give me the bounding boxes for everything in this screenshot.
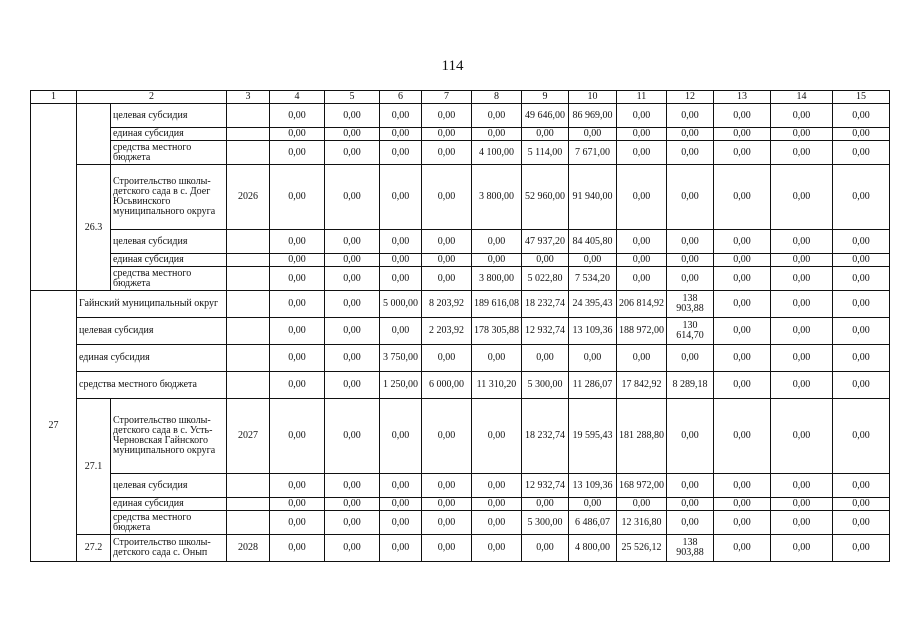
- value-cell: 0,00: [833, 372, 890, 399]
- value-cell: 0,00: [422, 535, 472, 562]
- value-cell: 0,00: [422, 254, 472, 267]
- value-cell: 7 534,20: [569, 267, 617, 291]
- value-cell: 0,00: [833, 230, 890, 254]
- column-header: 2: [77, 91, 227, 104]
- value-cell: 0,00: [833, 498, 890, 511]
- value-cell: 0,00: [771, 498, 833, 511]
- row-label: единая субсидия: [111, 128, 227, 141]
- value-cell: 0,00: [270, 511, 325, 535]
- subgroup-cell: [77, 104, 111, 165]
- value-cell: 0,00: [270, 230, 325, 254]
- value-cell: 0,00: [714, 165, 771, 230]
- value-cell: 0,00: [380, 128, 422, 141]
- value-cell: 0,00: [270, 254, 325, 267]
- value-cell: 3 800,00: [472, 267, 522, 291]
- value-cell: 4 100,00: [472, 141, 522, 165]
- value-cell: 0,00: [422, 128, 472, 141]
- value-cell: 0,00: [714, 141, 771, 165]
- value-cell: 0,00: [270, 345, 325, 372]
- value-cell: 0,00: [325, 535, 380, 562]
- column-header: 3: [227, 91, 270, 104]
- value-cell: 24 395,43: [569, 291, 617, 318]
- value-cell: 0,00: [422, 399, 472, 474]
- table-row: [31, 345, 890, 372]
- page-number: 114: [441, 58, 464, 74]
- column-header: 5: [325, 91, 380, 104]
- year-cell: [227, 345, 270, 372]
- value-cell: 0,00: [771, 474, 833, 498]
- value-cell: 188 972,00: [617, 318, 667, 345]
- value-cell: 0,00: [380, 267, 422, 291]
- value-cell: 0,00: [667, 104, 714, 128]
- value-cell: 0,00: [771, 318, 833, 345]
- value-cell: 0,00: [569, 254, 617, 267]
- value-cell: 8 203,92: [422, 291, 472, 318]
- value-cell: 0,00: [380, 318, 422, 345]
- value-cell: 0,00: [833, 254, 890, 267]
- value-cell: 0,00: [714, 128, 771, 141]
- value-cell: 0,00: [771, 141, 833, 165]
- value-cell: 6 000,00: [422, 372, 472, 399]
- subgroup-number: 27.2: [77, 535, 111, 562]
- value-cell: 12 316,80: [617, 511, 667, 535]
- value-cell: 0,00: [667, 230, 714, 254]
- value-cell: 0,00: [380, 399, 422, 474]
- value-cell: 0,00: [422, 141, 472, 165]
- value-cell: 0,00: [325, 267, 380, 291]
- value-cell: 0,00: [833, 345, 890, 372]
- value-cell: 0,00: [617, 141, 667, 165]
- row-label: целевая субсидия: [111, 474, 227, 498]
- column-header: 8: [472, 91, 522, 104]
- value-cell: 3 800,00: [472, 165, 522, 230]
- table-row: [31, 291, 890, 318]
- value-cell: 0,00: [325, 318, 380, 345]
- row-label: средства местного бюджета: [77, 372, 227, 399]
- column-header: 12: [667, 91, 714, 104]
- value-cell: 0,00: [380, 474, 422, 498]
- value-cell: 86 969,00: [569, 104, 617, 128]
- value-cell: 0,00: [714, 104, 771, 128]
- year-cell: [227, 511, 270, 535]
- group-cell: [31, 104, 77, 291]
- value-cell: 5 022,80: [522, 267, 569, 291]
- value-cell: 0,00: [325, 165, 380, 230]
- value-cell: 0,00: [270, 399, 325, 474]
- value-cell: 0,00: [325, 498, 380, 511]
- column-header: 9: [522, 91, 569, 104]
- value-cell: 12 932,74: [522, 318, 569, 345]
- header-row: [31, 91, 890, 104]
- year-cell: [227, 254, 270, 267]
- value-cell: 11 310,20: [472, 372, 522, 399]
- year-cell: [227, 141, 270, 165]
- budget-table: [30, 90, 890, 562]
- value-cell: 0,00: [771, 230, 833, 254]
- value-cell: 0,00: [472, 498, 522, 511]
- value-cell: 0,00: [422, 230, 472, 254]
- value-cell: 189 616,08: [472, 291, 522, 318]
- value-cell: 0,00: [325, 372, 380, 399]
- row-label: средства местного бюджета: [111, 141, 227, 165]
- value-cell: 0,00: [714, 291, 771, 318]
- year-cell: [227, 498, 270, 511]
- value-cell: 6 486,07: [569, 511, 617, 535]
- value-cell: 0,00: [380, 535, 422, 562]
- value-cell: 0,00: [270, 128, 325, 141]
- value-cell: 0,00: [667, 128, 714, 141]
- table-row: [31, 165, 890, 230]
- value-cell: 138 903,88: [667, 535, 714, 562]
- year-cell: [227, 474, 270, 498]
- row-label: целевая субсидия: [111, 230, 227, 254]
- value-cell: 0,00: [833, 535, 890, 562]
- value-cell: 138 903,88: [667, 291, 714, 318]
- value-cell: 5 114,00: [522, 141, 569, 165]
- value-cell: 13 109,36: [569, 318, 617, 345]
- value-cell: 0,00: [714, 267, 771, 291]
- value-cell: 181 288,80: [617, 399, 667, 474]
- value-cell: 0,00: [771, 535, 833, 562]
- value-cell: 0,00: [833, 511, 890, 535]
- value-cell: 0,00: [472, 511, 522, 535]
- row-label: единая субсидия: [111, 498, 227, 511]
- value-cell: 0,00: [833, 104, 890, 128]
- year-cell: [227, 318, 270, 345]
- value-cell: 0,00: [472, 399, 522, 474]
- year-cell: 2028: [227, 535, 270, 562]
- table-row: [31, 230, 890, 254]
- column-header: 13: [714, 91, 771, 104]
- value-cell: 0,00: [380, 141, 422, 165]
- value-cell: 0,00: [270, 372, 325, 399]
- row-label: Гайнский муниципальный округ: [77, 291, 227, 318]
- value-cell: 0,00: [569, 498, 617, 511]
- table-row: [31, 474, 890, 498]
- column-header: 7: [422, 91, 472, 104]
- value-cell: 0,00: [667, 511, 714, 535]
- value-cell: 0,00: [472, 254, 522, 267]
- value-cell: 0,00: [771, 128, 833, 141]
- value-cell: 0,00: [714, 230, 771, 254]
- value-cell: 0,00: [771, 372, 833, 399]
- value-cell: 178 305,88: [472, 318, 522, 345]
- value-cell: 0,00: [833, 399, 890, 474]
- row-label: целевая субсидия: [111, 104, 227, 128]
- value-cell: 0,00: [325, 511, 380, 535]
- value-cell: 0,00: [522, 128, 569, 141]
- subgroup-number: 27.1: [77, 399, 111, 535]
- value-cell: 0,00: [667, 141, 714, 165]
- value-cell: 4 800,00: [569, 535, 617, 562]
- value-cell: 0,00: [380, 511, 422, 535]
- table-row: [31, 511, 890, 535]
- value-cell: 0,00: [771, 104, 833, 128]
- value-cell: 0,00: [771, 291, 833, 318]
- row-label: Строительство школы-детского сада в с. Усть-Черновская Гайнского муниципального округа: [111, 399, 227, 474]
- value-cell: 0,00: [617, 128, 667, 141]
- value-cell: 25 526,12: [617, 535, 667, 562]
- value-cell: 0,00: [833, 291, 890, 318]
- value-cell: 0,00: [667, 474, 714, 498]
- value-cell: 0,00: [380, 498, 422, 511]
- value-cell: 0,00: [714, 345, 771, 372]
- row-label: средства местного бюджета: [111, 511, 227, 535]
- value-cell: 0,00: [771, 165, 833, 230]
- value-cell: 0,00: [422, 474, 472, 498]
- value-cell: 18 232,74: [522, 291, 569, 318]
- value-cell: 0,00: [270, 104, 325, 128]
- row-label: единая субсидия: [111, 254, 227, 267]
- value-cell: 0,00: [270, 267, 325, 291]
- group-number: 27: [31, 291, 77, 562]
- value-cell: 0,00: [833, 141, 890, 165]
- value-cell: 0,00: [617, 345, 667, 372]
- value-cell: 0,00: [522, 498, 569, 511]
- value-cell: 5 300,00: [522, 511, 569, 535]
- year-cell: [227, 230, 270, 254]
- value-cell: 0,00: [569, 128, 617, 141]
- value-cell: 130 614,70: [667, 318, 714, 345]
- year-cell: 2027: [227, 399, 270, 474]
- table-row: [31, 399, 890, 474]
- value-cell: 0,00: [667, 165, 714, 230]
- value-cell: 0,00: [270, 141, 325, 165]
- year-cell: 2026: [227, 165, 270, 230]
- year-cell: [227, 291, 270, 318]
- value-cell: 0,00: [380, 104, 422, 128]
- value-cell: 12 932,74: [522, 474, 569, 498]
- value-cell: 0,00: [325, 104, 380, 128]
- value-cell: 2 203,92: [422, 318, 472, 345]
- value-cell: 0,00: [270, 318, 325, 345]
- value-cell: 0,00: [617, 104, 667, 128]
- value-cell: 0,00: [380, 230, 422, 254]
- value-cell: 0,00: [325, 474, 380, 498]
- value-cell: 0,00: [617, 165, 667, 230]
- value-cell: 0,00: [714, 399, 771, 474]
- value-cell: 0,00: [325, 345, 380, 372]
- value-cell: 0,00: [472, 104, 522, 128]
- value-cell: 3 750,00: [380, 345, 422, 372]
- column-header: 10: [569, 91, 617, 104]
- value-cell: 0,00: [270, 165, 325, 230]
- value-cell: 0,00: [617, 230, 667, 254]
- value-cell: 0,00: [472, 535, 522, 562]
- value-cell: 0,00: [833, 128, 890, 141]
- value-cell: 5 300,00: [522, 372, 569, 399]
- value-cell: 0,00: [270, 535, 325, 562]
- table-row: [31, 318, 890, 345]
- value-cell: 0,00: [422, 267, 472, 291]
- value-cell: 0,00: [422, 165, 472, 230]
- value-cell: 0,00: [325, 230, 380, 254]
- value-cell: 0,00: [714, 474, 771, 498]
- value-cell: 0,00: [325, 141, 380, 165]
- value-cell: 0,00: [270, 474, 325, 498]
- value-cell: 47 937,20: [522, 230, 569, 254]
- year-cell: [227, 104, 270, 128]
- value-cell: 0,00: [380, 165, 422, 230]
- value-cell: 0,00: [771, 345, 833, 372]
- value-cell: 0,00: [667, 498, 714, 511]
- value-cell: 0,00: [522, 254, 569, 267]
- value-cell: 0,00: [667, 345, 714, 372]
- value-cell: 0,00: [569, 345, 617, 372]
- value-cell: 0,00: [771, 254, 833, 267]
- column-header: 6: [380, 91, 422, 104]
- value-cell: 0,00: [472, 230, 522, 254]
- subgroup-number: 26.3: [77, 165, 111, 291]
- value-cell: 0,00: [472, 128, 522, 141]
- table-row: [31, 254, 890, 267]
- value-cell: 0,00: [325, 399, 380, 474]
- value-cell: 0,00: [522, 535, 569, 562]
- value-cell: 0,00: [714, 511, 771, 535]
- value-cell: 0,00: [667, 267, 714, 291]
- table-row: [31, 141, 890, 165]
- value-cell: 84 405,80: [569, 230, 617, 254]
- value-cell: 0,00: [270, 291, 325, 318]
- table-row: [31, 267, 890, 291]
- value-cell: 0,00: [833, 318, 890, 345]
- row-label: Строительство школы-детского сада с. Онып: [111, 535, 227, 562]
- value-cell: 0,00: [617, 267, 667, 291]
- table-row: [31, 104, 890, 128]
- value-cell: 0,00: [422, 498, 472, 511]
- value-cell: 0,00: [667, 254, 714, 267]
- value-cell: 0,00: [833, 474, 890, 498]
- value-cell: 0,00: [270, 498, 325, 511]
- value-cell: 206 814,92: [617, 291, 667, 318]
- row-label: Строительство школы-детского сада в с. Доег Юсьвинского муниципального округа: [111, 165, 227, 230]
- value-cell: 0,00: [522, 345, 569, 372]
- value-cell: 0,00: [472, 474, 522, 498]
- row-label: целевая субсидия: [77, 318, 227, 345]
- value-cell: 91 940,00: [569, 165, 617, 230]
- value-cell: 0,00: [325, 291, 380, 318]
- year-cell: [227, 267, 270, 291]
- value-cell: 52 960,00: [522, 165, 569, 230]
- value-cell: 0,00: [422, 104, 472, 128]
- value-cell: 0,00: [667, 399, 714, 474]
- table-row: [31, 128, 890, 141]
- value-cell: 0,00: [714, 535, 771, 562]
- value-cell: 0,00: [833, 267, 890, 291]
- row-label: единая субсидия: [77, 345, 227, 372]
- column-header: 14: [771, 91, 833, 104]
- value-cell: 0,00: [771, 267, 833, 291]
- table-row: [31, 535, 890, 562]
- value-cell: 19 595,43: [569, 399, 617, 474]
- value-cell: 11 286,07: [569, 372, 617, 399]
- value-cell: 0,00: [472, 345, 522, 372]
- value-cell: 0,00: [714, 254, 771, 267]
- value-cell: 49 646,00: [522, 104, 569, 128]
- column-header: 15: [833, 91, 890, 104]
- value-cell: 7 671,00: [569, 141, 617, 165]
- value-cell: 5 000,00: [380, 291, 422, 318]
- value-cell: 0,00: [325, 254, 380, 267]
- column-header: 11: [617, 91, 667, 104]
- year-cell: [227, 372, 270, 399]
- value-cell: 0,00: [380, 254, 422, 267]
- value-cell: 17 842,92: [617, 372, 667, 399]
- column-header: 4: [270, 91, 325, 104]
- value-cell: 8 289,18: [667, 372, 714, 399]
- value-cell: 0,00: [617, 254, 667, 267]
- value-cell: 0,00: [617, 498, 667, 511]
- value-cell: 13 109,36: [569, 474, 617, 498]
- value-cell: 168 972,00: [617, 474, 667, 498]
- value-cell: 0,00: [422, 511, 472, 535]
- year-cell: [227, 128, 270, 141]
- value-cell: 0,00: [771, 399, 833, 474]
- value-cell: 1 250,00: [380, 372, 422, 399]
- value-cell: 0,00: [714, 372, 771, 399]
- table-row: [31, 372, 890, 399]
- value-cell: 18 232,74: [522, 399, 569, 474]
- value-cell: 0,00: [714, 498, 771, 511]
- row-label: средства местного бюджета: [111, 267, 227, 291]
- table-row: [31, 498, 890, 511]
- value-cell: 0,00: [833, 165, 890, 230]
- value-cell: 0,00: [771, 511, 833, 535]
- value-cell: 0,00: [325, 128, 380, 141]
- value-cell: 0,00: [422, 345, 472, 372]
- value-cell: 0,00: [714, 318, 771, 345]
- column-header: 1: [31, 91, 77, 104]
